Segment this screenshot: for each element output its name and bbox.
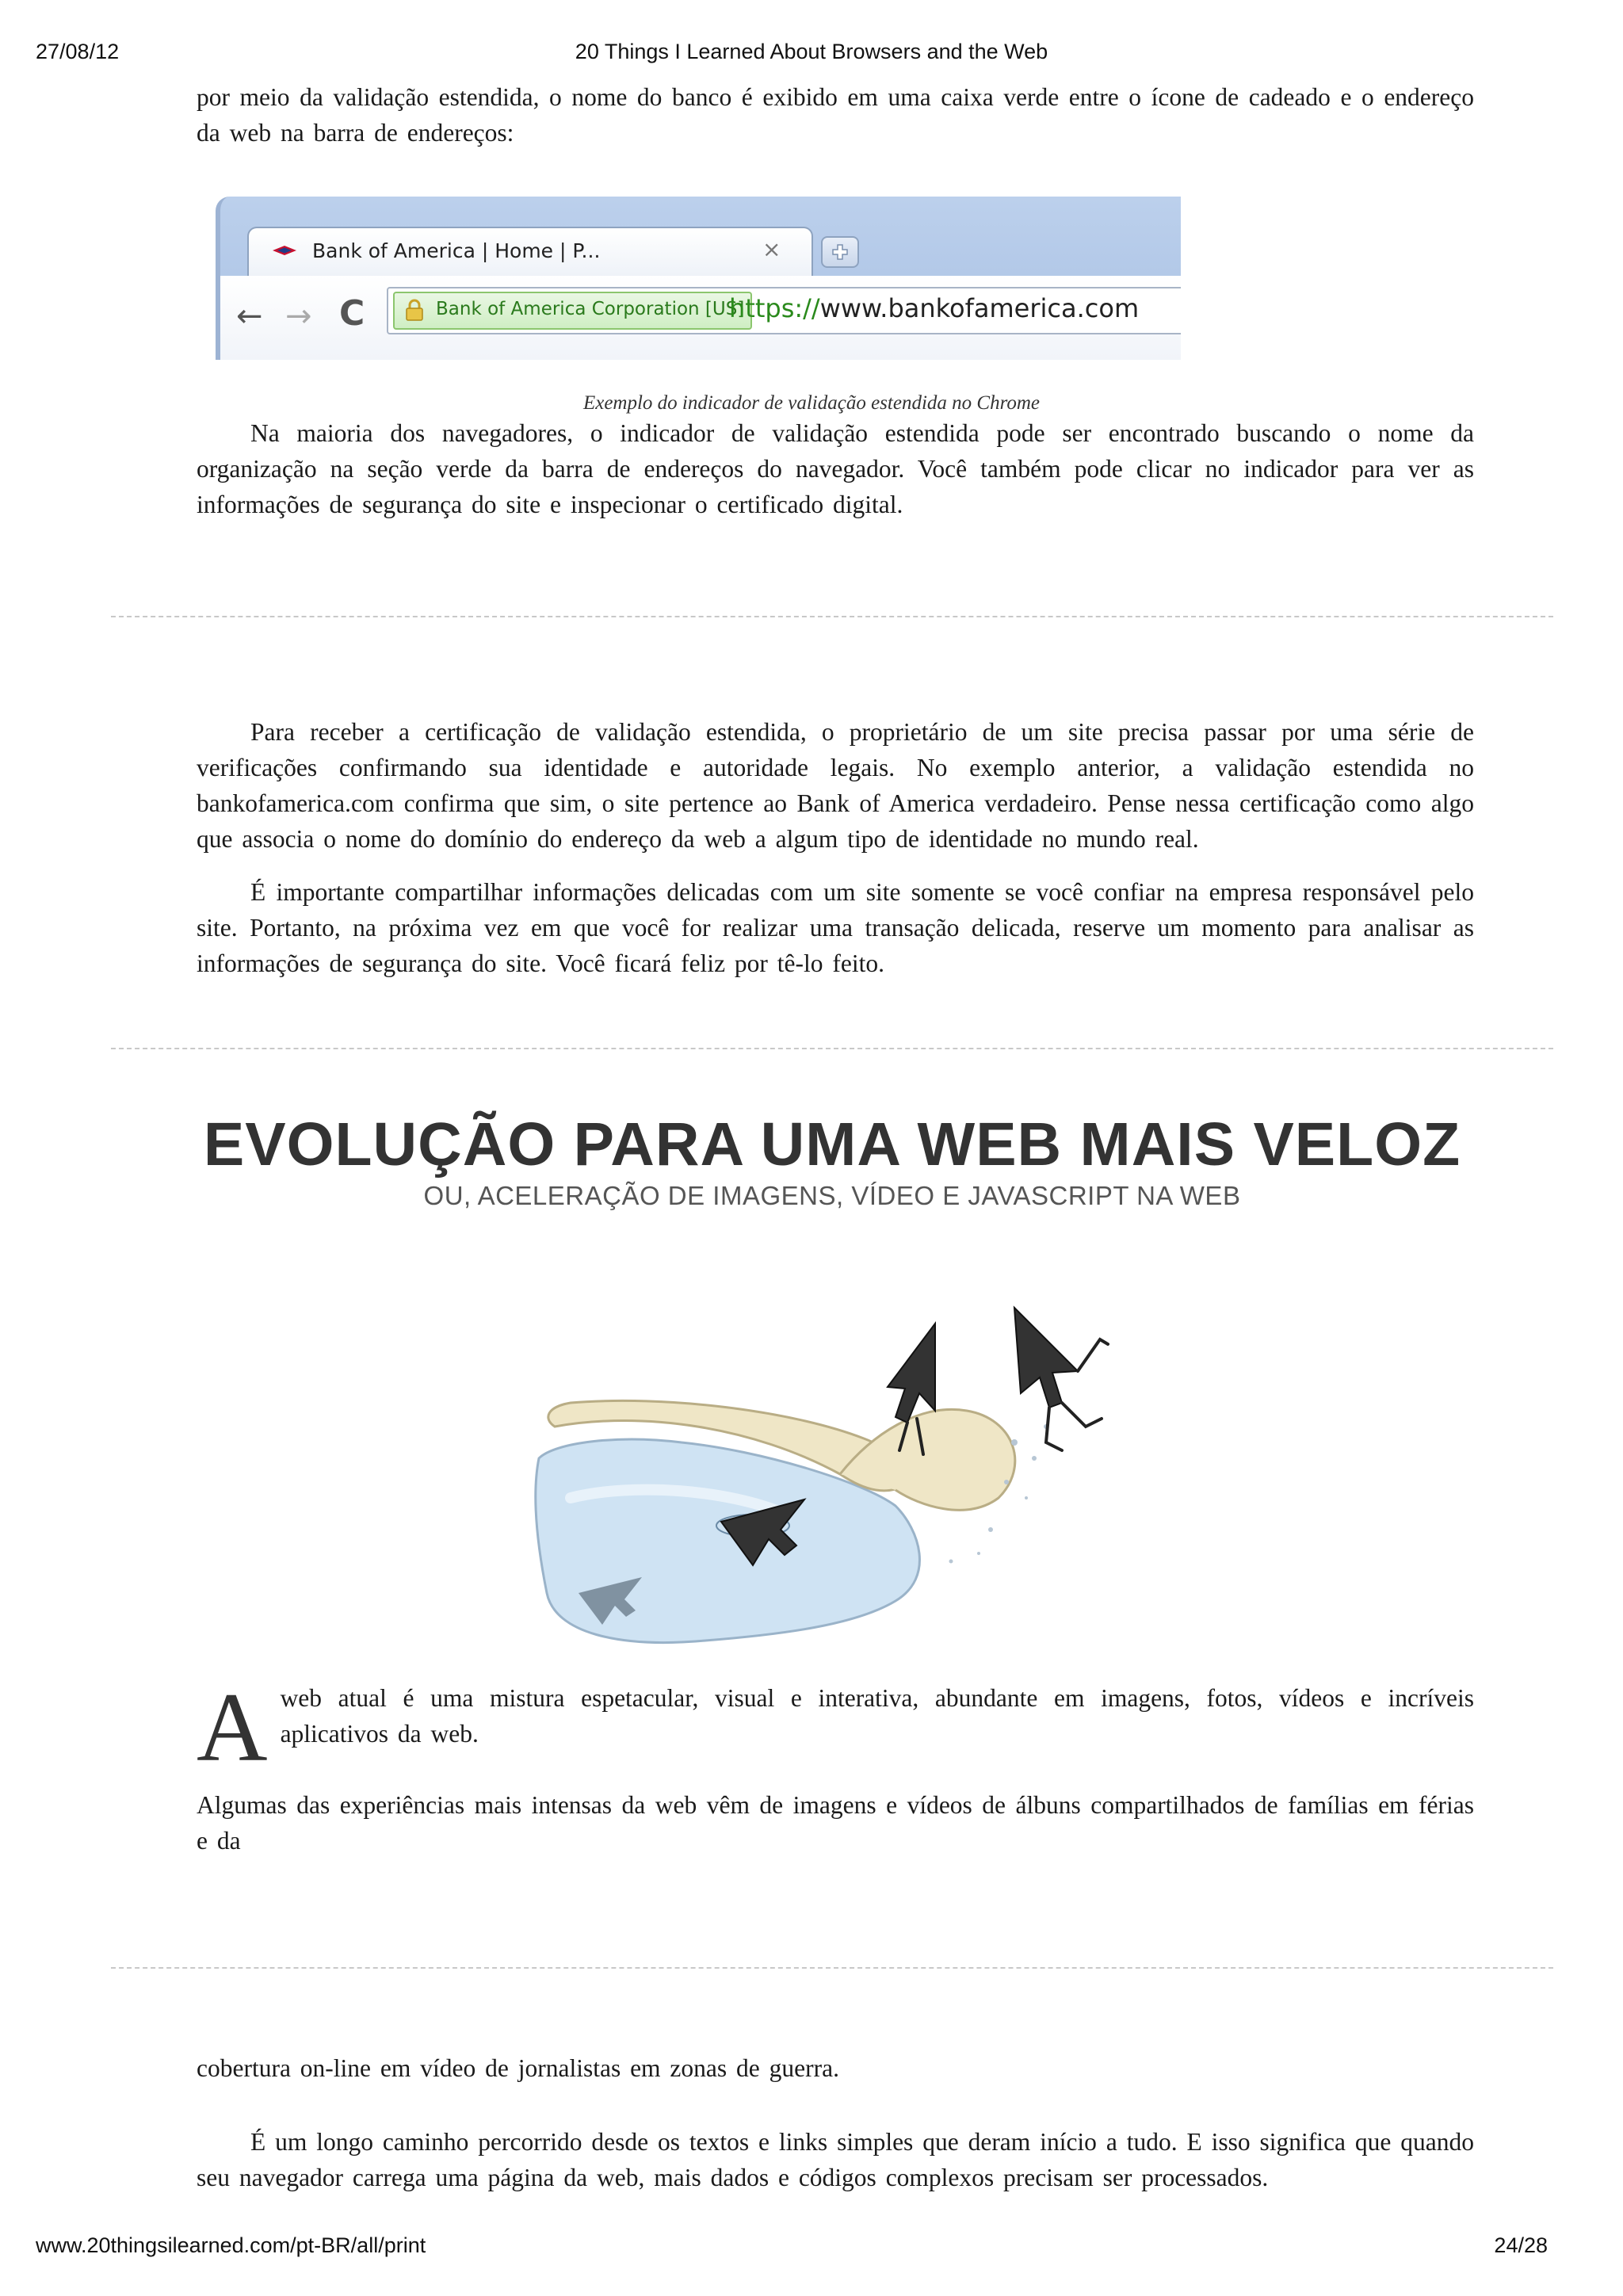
tab-title: Bank of America | Home | P... bbox=[312, 239, 601, 262]
url-scheme: https:// bbox=[729, 293, 820, 323]
paragraph bbox=[197, 874, 1474, 981]
url-text bbox=[729, 293, 1139, 323]
paragraph-text: É importante compartilhar informações delicadas com um site somente se você confiar na empresa responsável pelo site. Portanto, na próxima vez em que você for realizar uma transação delicada, reserve um momento para analisar as informações de segurança do site. Você ficará feliz por tê-lo feito. bbox=[197, 878, 1474, 977]
bank-logo-icon bbox=[271, 244, 298, 257]
paragraph-body: web atual é uma mistura espetacular, visual e interativa, abundante em imagens, fotos, vídeos e incríveis aplicativos da web. bbox=[280, 1684, 1474, 1748]
chapter-title: EVOLUÇÃO PARA UMA WEB MAIS VELOZ bbox=[203, 1110, 1461, 1179]
paragraph bbox=[197, 714, 1474, 857]
padlock-icon bbox=[404, 298, 425, 322]
drop-cap: A bbox=[197, 1673, 268, 1782]
print-title: 20 Things I Learned About Browsers and the Web bbox=[575, 40, 1048, 63]
close-icon: × bbox=[762, 236, 781, 262]
paragraph-text bbox=[197, 1673, 1474, 1782]
ev-organization-label: Bank of America Corporation [US] bbox=[436, 299, 745, 319]
new-tab-icon bbox=[821, 236, 859, 268]
page-divider bbox=[111, 616, 1553, 617]
paragraph-text: por meio da validação estendida, o nome do banco é exibido em uma caixa verde entre o ícone de cadeado e o endereço da web na barra de endereços: bbox=[197, 83, 1474, 147]
paragraph-text: É um longo caminho percorrido desde os textos e links simples que deram início a tudo. E isso significa que quando seu navegador carrega uma página da web, mais dados e códigos complexos precisam ser processados. bbox=[197, 2128, 1474, 2191]
cursors-leaping-illustration bbox=[523, 1292, 1157, 1672]
page-number: 24/28 bbox=[1494, 2233, 1548, 2257]
paragraph bbox=[197, 2050, 1474, 2086]
url-host: www.bankofamerica.com bbox=[819, 293, 1140, 323]
paragraph bbox=[197, 1673, 1474, 1782]
back-arrow-icon: ← bbox=[236, 298, 263, 334]
forward-arrow-icon: → bbox=[285, 298, 312, 334]
address-bar bbox=[387, 287, 1181, 334]
paragraph bbox=[197, 2124, 1474, 2195]
print-url: www.20thingsilearned.com/pt-BR/all/print bbox=[36, 2233, 426, 2257]
page-divider bbox=[111, 1967, 1553, 1969]
paragraph-text: Na maioria dos navegadores, o indicador de validação estendida pode ser encontrado buscando o nome da organização na seção verde da barra de endereços do navegador. Você também pode clicar no indicador para ver as informações de segurança do site e inspecionar o certificado digital. bbox=[197, 419, 1474, 518]
browser-screenshot bbox=[216, 197, 1181, 360]
paragraph bbox=[197, 1787, 1474, 1859]
paragraph-text: cobertura on-line em vídeo de jornalistas em zonas de guerra. bbox=[197, 2054, 839, 2082]
reload-icon: C bbox=[339, 293, 365, 334]
browser-toolbar bbox=[220, 276, 1181, 360]
figure-caption: Exemplo do indicador de validação estendida no Chrome bbox=[582, 392, 1041, 414]
paragraph-text: Algumas das experiências mais intensas da web vêm de imagens e vídeos de álbuns compartilhados de famílias em férias e da bbox=[197, 1791, 1474, 1855]
browser-tab bbox=[247, 227, 813, 277]
paragraph bbox=[197, 415, 1474, 522]
paragraph bbox=[197, 79, 1474, 151]
ev-indicator bbox=[393, 292, 752, 330]
print-date: 27/08/12 bbox=[36, 40, 120, 63]
chapter-subtitle: OU, ACELERAÇÃO DE IMAGENS, VÍDEO E JAVASCRIPT NA WEB bbox=[423, 1181, 1241, 1210]
paragraph-text: Para receber a certificação de validação estendida, o proprietário de um site precisa passar por uma série de verificações confirmando sua identidade e autoridade legais. No exemplo anterior, a validação estendida no bankofamerica.com confirma que sim, o site pertence ao Bank of America verdadeiro. Pense nessa certificação como algo que associa o nome do domínio do endereço da web a algum tipo de identidade no mundo real. bbox=[197, 718, 1474, 853]
page-divider bbox=[111, 1048, 1553, 1049]
